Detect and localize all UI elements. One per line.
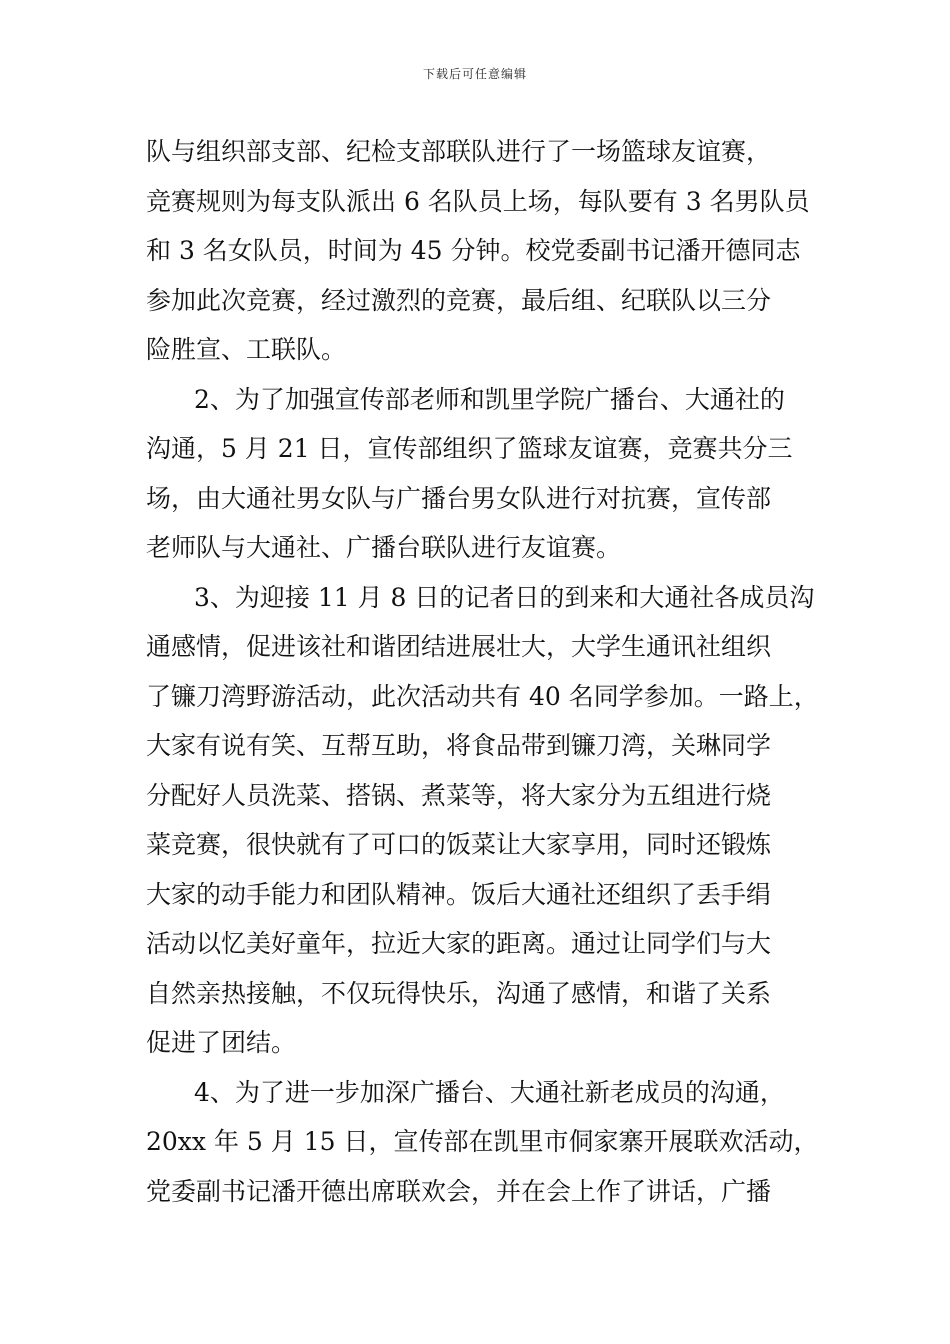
body-text bbox=[146, 127, 836, 1216]
text-line: 活动以忆美好童年，拉近大家的距离。通过让同学们与大 bbox=[146, 929, 772, 958]
text-line: 竞赛规则为每支队派出 6 名队员上场，每队要有 3 名男队员 bbox=[146, 186, 810, 216]
text-line: 2、为了加强宣传部老师和凯里学院广播台、大通社的 bbox=[194, 384, 785, 414]
page-header: 下载后可任意编辑 bbox=[422, 67, 527, 81]
text-line: 和 3 名女队员，时间为 45 分钟。校党委副书记潘开德同志 bbox=[146, 236, 801, 265]
text-line: 大家有说有笑、互帮互助，将食品带到镰刀湾，关琳同学 bbox=[146, 731, 772, 760]
text-line: 了镰刀湾野游活动，此次活动共有 40 名同学参加。一路上， bbox=[146, 681, 819, 711]
text-line: 分配好人员洗菜、搭锅、煮菜等，将大家分为五组进行烧 bbox=[146, 780, 772, 810]
text-line: 场，由大通社男女队与广播台男女队进行对抗赛，宣传部 bbox=[146, 483, 772, 513]
text-line: 党委副书记潘开德出席联欢会，并在会上作了讲话，广播 bbox=[146, 1176, 772, 1206]
text-line: 20xx 年 5 月 15 日，宣传部在凯里市侗家寨开展联欢活动， bbox=[146, 1127, 819, 1156]
text-line: 促进了团结。 bbox=[146, 1028, 297, 1057]
text-line: 自然亲热接触，不仅玩得快乐，沟通了感情，和谐了关系 bbox=[146, 978, 772, 1008]
text-line: 大家的动手能力和团队精神。饭后大通社还组织了丢手绢 bbox=[146, 879, 772, 909]
text-line: 通感情，促进该社和谐团结进展壮大，大学生通讯社组织 bbox=[146, 632, 772, 661]
text-line: 沟通，5 月 21 日，宣传部组织了篮球友谊赛，竞赛共分三 bbox=[146, 434, 793, 463]
text-line: 参加此次竞赛，经过激烈的竞赛，最后组、纪联队以三分 bbox=[146, 285, 772, 315]
text-line: 3、为迎接 11 月 8 日的记者日的到来和大通社各成员沟 bbox=[194, 582, 815, 612]
text-line: 老师队与大通社、广播台联队进行友谊赛。 bbox=[146, 533, 622, 562]
text-line: 险胜宣、工联队。 bbox=[146, 335, 347, 364]
text-line: 队与组织部支部、纪检支部联队进行了一场篮球友谊赛， bbox=[146, 137, 772, 166]
text-line: 4、为了进一步加深广播台、大通社新老成员的沟通， bbox=[194, 1077, 785, 1107]
text-line: 菜竞赛，很快就有了可口的饭菜让大家享用，同时还锻炼 bbox=[146, 830, 772, 859]
